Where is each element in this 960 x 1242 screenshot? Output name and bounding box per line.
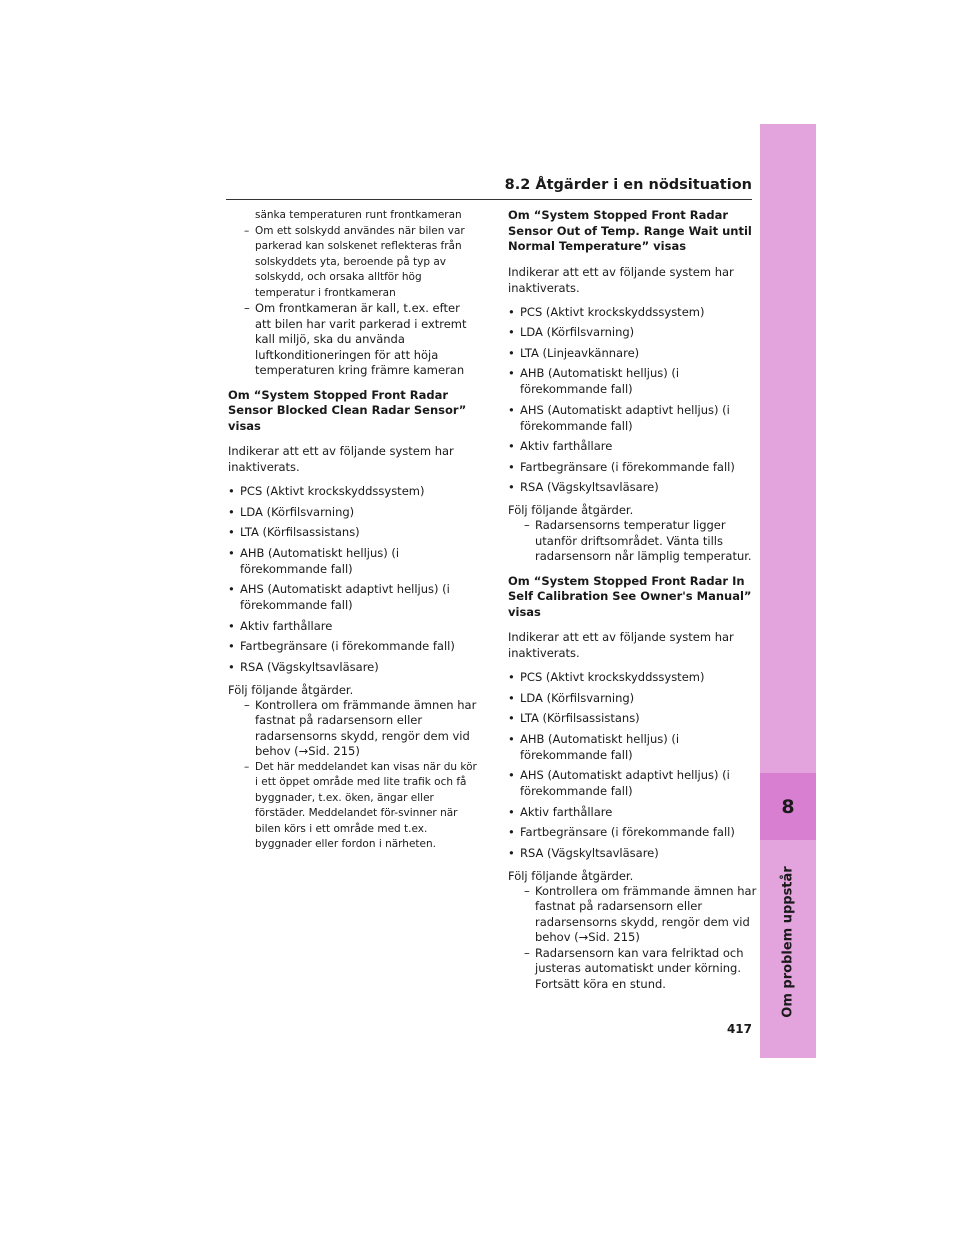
list-item: • LDA (Körfilsvarning): [508, 324, 758, 340]
list-item: • LDA (Körfilsvarning): [228, 504, 478, 520]
left-column: [228, 208, 478, 862]
list-item: – Radarsensorns temperatur ligger utanför driftsområdet. Vänta tills radarsensorn når lämplig temperatur.: [524, 518, 758, 565]
list-item: – Kontrollera om främmande ämnen har fastnat på radarsensorn eller radarsensorns skydd, rengör dem vid behov (→Sid. 215): [524, 884, 758, 946]
list-item: • LDA (Körfilsvarning): [508, 690, 758, 706]
section-header-title: 8.2 Åtgärder i en nödsituation: [504, 177, 752, 193]
system-bullet-list: [508, 669, 758, 861]
system-bullet-list: [508, 304, 758, 496]
list-item: – Det här meddelandet kan visas när du kör i ett öppet område med lite trafik och få byggnader, t.ex. öken, ängar eller förstäder. Meddelandet för-svinner när bilen körs i ett område med t.ex. byggnader eller fordon i närheten.: [244, 760, 478, 853]
chapter-title-vertical: Om problem uppstår: [780, 866, 796, 1018]
list-item: • Fartbegränsare (i förekommande fall): [508, 459, 758, 475]
list-item: • RSA (Vägskyltsavläsare): [508, 479, 758, 495]
chapter-number: 8: [781, 795, 795, 818]
list-item: • AHB (Automatiskt helljus) (i förekommande fall): [508, 731, 758, 763]
list-item: – Kontrollera om främmande ämnen har fastnat på radarsensorn eller radarsensorns skydd, rengör dem vid behov (→Sid. 215): [244, 698, 478, 760]
list-item: • Aktiv farthållare: [228, 618, 478, 634]
list-item: • AHB (Automatiskt helljus) (i förekommande fall): [508, 365, 758, 397]
right-column: [508, 208, 758, 1001]
list-item: • AHB (Automatiskt helljus) (i förekommande fall): [228, 545, 478, 577]
list-item: – Om frontkameran är kall, t.ex. efter att bilen har varit parkerad i extremt kall miljö, ska du använda luftkonditioneringen för att höja temperaturen kring främre kameran: [244, 301, 478, 379]
list-item: • PCS (Aktivt krockskyddssystem): [508, 304, 758, 320]
section-heading: Om “System Stopped Front Radar Sensor Blocked Clean Radar Sensor” visas: [228, 387, 467, 433]
list-item: • LTA (Körfilsassistans): [508, 710, 758, 726]
list-item: • AHS (Automatiskt adaptivt helljus) (i förekommande fall): [228, 581, 478, 613]
section-heading: Om “System Stopped Front Radar Sensor Out of Temp. Range Wait until Normal Temperature” visas: [508, 208, 752, 253]
system-bullet-list: [228, 483, 478, 675]
list-item: • LTA (Linjeavkännare): [508, 345, 758, 361]
list-item: • Fartbegränsare (i förekommande fall): [228, 638, 478, 654]
list-item: • Aktiv farthållare: [508, 438, 758, 454]
list-item: – Om ett solskydd användes när bilen var parkerad kan solskenet reflekteras från solskyddets yta, beroende på typ av solskydd, och orsaka alltför hög temperatur i frontkameran: [244, 224, 478, 302]
continued-dash-list: [228, 208, 478, 379]
list-item: – Radarsensorn kan vara felriktad och justeras automatiskt under körning. Fortsätt köra en stund.: [524, 946, 758, 993]
header-divider: [226, 199, 752, 200]
list-item: • Aktiv farthållare: [508, 804, 758, 820]
list-item: • RSA (Vägskyltsavläsare): [228, 659, 478, 675]
list-item: • RSA (Vägskyltsavläsare): [508, 845, 758, 861]
action-intro: Följ följande åtgärder.: [508, 868, 634, 883]
list-item: • PCS (Aktivt krockskyddssystem): [508, 669, 758, 685]
section-intro: Indikerar att ett av följande system har inaktiverats.: [228, 444, 454, 474]
list-item: • AHS (Automatiskt adaptivt helljus) (i förekommande fall): [508, 767, 758, 799]
action-dash-list: [228, 698, 478, 853]
action-intro: Följ följande åtgärder.: [228, 682, 354, 697]
page-number: 417: [726, 1022, 752, 1036]
list-item: • LTA (Körfilsassistans): [228, 524, 478, 540]
section-intro: Indikerar att ett av följande system har inaktiverats.: [508, 264, 734, 295]
list-item: sänka temperaturen runt frontkameran: [255, 209, 462, 221]
action-intro: Följ följande åtgärder.: [508, 503, 634, 517]
section-heading: Om “System Stopped Front Radar In Self Calibration See Owner's Manual” visas: [508, 573, 752, 619]
list-item: • AHS (Automatiskt adaptivt helljus) (i förekommande fall): [508, 402, 758, 434]
action-dash-list: [508, 884, 758, 993]
list-item: • PCS (Aktivt krockskyddssystem): [228, 483, 478, 499]
chapter-number-box: [760, 773, 816, 840]
section-intro: Indikerar att ett av följande system har inaktiverats.: [508, 630, 734, 660]
action-dash-list: [508, 518, 758, 565]
list-item: • Fartbegränsare (i förekommande fall): [508, 824, 758, 840]
